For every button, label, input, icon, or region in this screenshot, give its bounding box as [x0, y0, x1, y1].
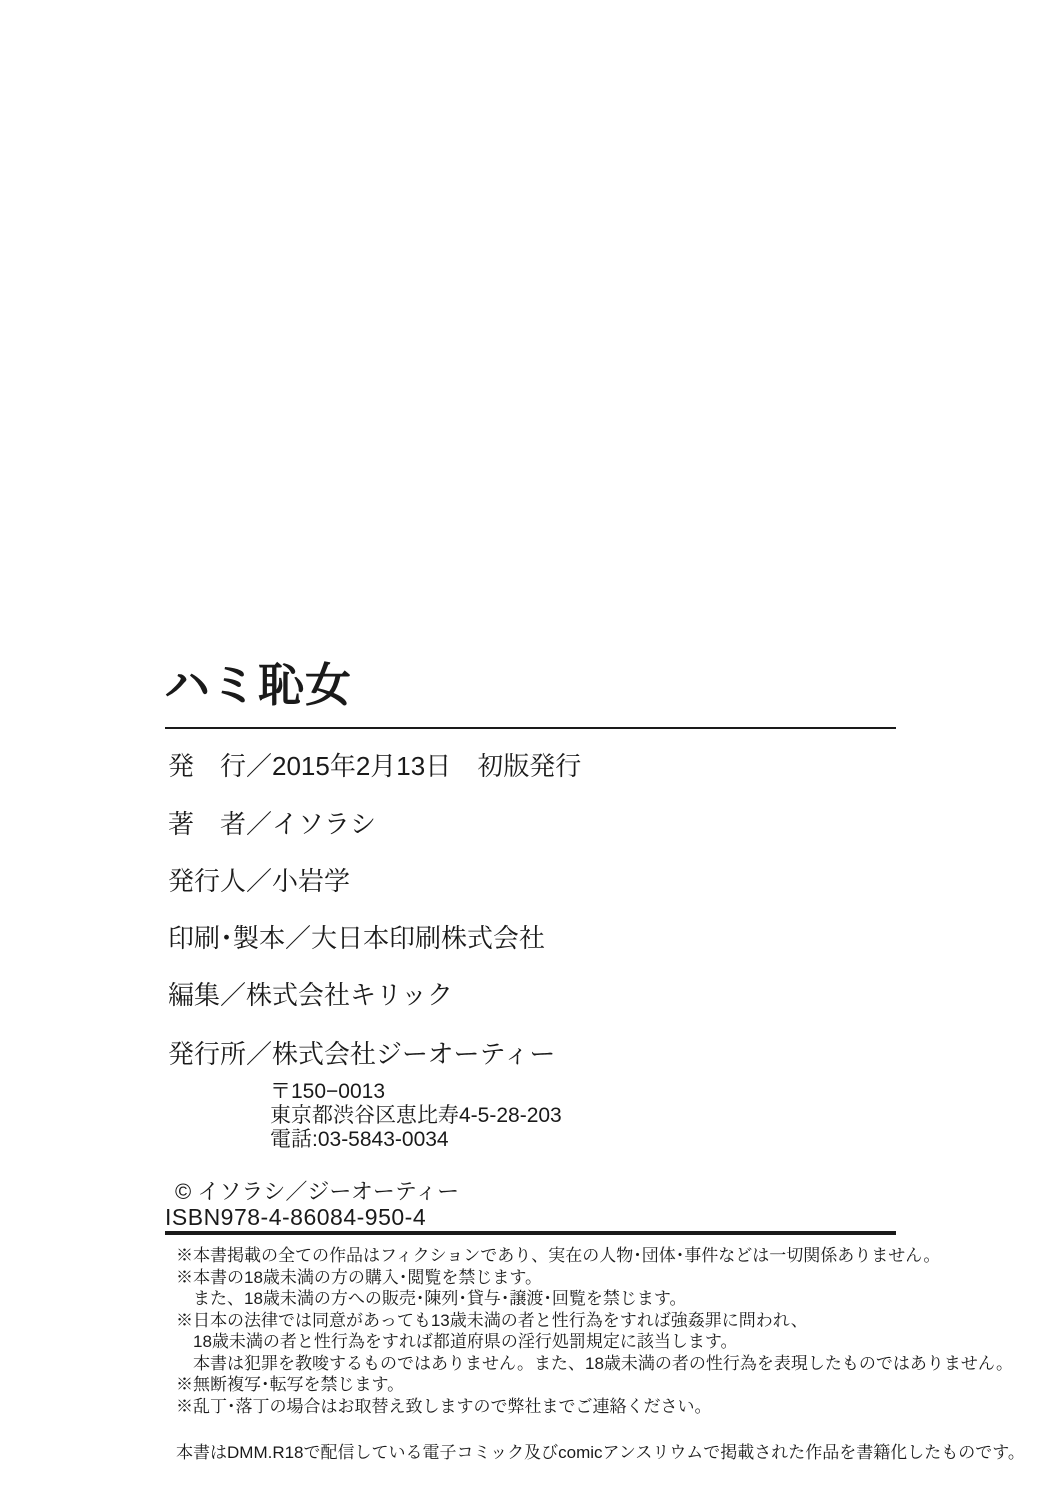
disclaimer-line-no-copying: ※無断複写･転写を禁じます。 [176, 1375, 405, 1394]
disclaimer-line-law-under18: 18歳未満の者と性行為をすれば都道府県の淫行処罰規定に該当します。 [193, 1332, 738, 1351]
info-line-publisher-person: 発行人／小岩学 [168, 866, 351, 896]
info-line-publication-date: 発 行／2015年2月13日 初版発行 [168, 751, 582, 781]
isbn-line: ISBN978-4-86084-950-4 [165, 1204, 427, 1230]
disclaimer-line-not-incitement: 本書は犯罪を教唆するものではありません。また、18歳未満の者の性行為を表現したものではありません。 [193, 1353, 1013, 1373]
source-note: 本書はDMM.R18で配信している電子コミック及びcomicアンスリウムで掲載された作品を書籍化したものです。 [176, 1443, 1025, 1462]
publisher-street-address: 東京都渋谷区恵比寿4-5-28-203 [270, 1104, 562, 1127]
isbn-divider [165, 1231, 896, 1235]
disclaimer-line-fiction: ※本書掲載の全ての作品はフィクションであり、実在の人物･団体･事件などは一切関係ありません。 [176, 1246, 941, 1265]
disclaimer-line-law-under13: ※日本の法律では同意があっても13歳未満の者と性行為をすれば強姦罪に問われ、 [176, 1310, 808, 1330]
disclaimer-line-defective-copy: ※乱丁･落丁の場合はお取替え致しますので弊社までご連絡ください。 [176, 1396, 712, 1416]
disclaimer-block [176, 1245, 1013, 1417]
disclaimer-line-under18-sales: また、18歳未満の方への販売･陳列･貸与･譲渡･回覧を禁じます。 [193, 1289, 687, 1308]
info-line-author: 著 者／イソラシ [168, 809, 377, 839]
title-divider [165, 727, 896, 729]
publisher-postal-code: 〒150−0013 [270, 1080, 386, 1103]
publisher-phone: 電話:03-5843-0034 [270, 1128, 449, 1151]
info-line-editing: 編集／株式会社キリック [168, 980, 453, 1010]
copyright-line: © イソラシ／ジーオーティー [175, 1179, 460, 1204]
info-line-publishing-house: 発行所／株式会社ジーオーティー [168, 1039, 556, 1069]
info-line-printing-binding: 印刷･製本／大日本印刷株式会社 [168, 923, 546, 953]
disclaimer-line-under18-purchase: ※本書の18歳未満の方の購入･閲覧を禁じます。 [176, 1267, 543, 1287]
book-title: ハミ恥女 [164, 659, 352, 711]
